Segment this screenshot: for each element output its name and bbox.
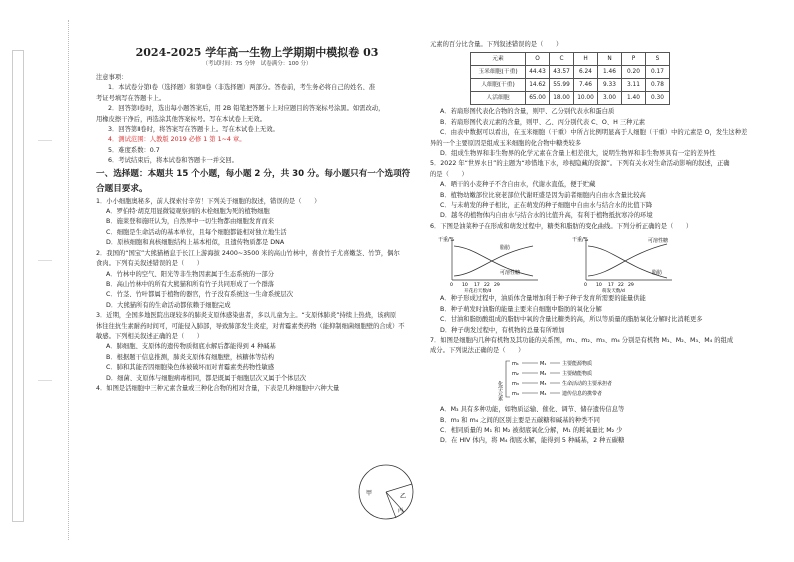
margin-line bbox=[38, 380, 52, 381]
pie-figure bbox=[356, 462, 416, 522]
M-label: M₂ bbox=[540, 370, 547, 377]
question-option: D．大熊猫所有的生命活动都依赖于细胞完成 bbox=[106, 301, 231, 309]
table-row bbox=[471, 66, 670, 79]
page-title: 2024-2025 学年高一生物上学期期中模拟卷 03 bbox=[135, 46, 379, 59]
bracket-line bbox=[506, 361, 510, 397]
question-option: D．组成生物界和非生物界的化学元素在含量上相差很大，说明生物界和非生物界具有一定的差异性 bbox=[440, 150, 716, 158]
x-tick: 17 bbox=[608, 283, 614, 289]
function-label: 生命活动的主要承担者 bbox=[562, 380, 613, 387]
table-cell: 0.20 bbox=[622, 66, 646, 79]
table-cell: 43.57 bbox=[550, 66, 574, 79]
curve-label: 可溶性糖 bbox=[648, 238, 669, 245]
question-option: A．M₃ 具有多种功能，如物质运输、催化、调节、储存遗传信息等 bbox=[440, 406, 625, 414]
margin-line bbox=[38, 260, 52, 261]
bracket-diagram bbox=[497, 357, 660, 401]
header-cell: 元素 bbox=[471, 53, 526, 66]
question-stem: 6．下图是油菜种子在形成和萌发过程中，糖类和脂肪的变化曲线。下列分析正确的是（ ） bbox=[430, 222, 693, 230]
table-cell: 18.00 bbox=[550, 92, 574, 105]
table-cell: 10.00 bbox=[574, 92, 598, 105]
m-label: m₁ bbox=[512, 360, 519, 367]
question-option: B．m₃ 和 m₄ 之间的区别主要是五碳糖和碱基的种类不同 bbox=[440, 416, 600, 424]
question-stem: 5．2022 年“世界水日”的主题为“珍惜地下水，珍视隐藏的资源”。下列有关水对生命活动影响的叙述，正确 bbox=[430, 160, 730, 168]
question-stem: 的是（ ） bbox=[430, 170, 468, 178]
M-label: M₁ bbox=[540, 360, 547, 367]
right-column bbox=[430, 40, 760, 447]
formation-graph bbox=[438, 234, 558, 295]
graph-ylabel: 干重/% bbox=[438, 237, 455, 244]
diagram-elements: 化学元素 bbox=[497, 380, 503, 401]
table-cell: 0.78 bbox=[646, 79, 670, 92]
table-cell: 玉米细胞(干重) bbox=[471, 66, 526, 79]
question-option: D．种子萌发过程中，有机物的总量有所增加 bbox=[440, 326, 565, 334]
table-cell: 3.11 bbox=[622, 79, 646, 92]
function-label: 主要储能物质 bbox=[562, 370, 593, 377]
question-option: C．细胞是生命活动的基本单位，且每个细胞都能相对独立地生活 bbox=[106, 228, 287, 236]
header-cell: S bbox=[646, 53, 670, 66]
graph-xlabel: 开花后天数/d bbox=[464, 289, 492, 295]
question-option: A．晒干的小麦种子不含自由水，代谢水直低，便于贮藏 bbox=[440, 181, 596, 189]
question-stem-cont: 元素的百分比含量。下列叙述错误的是（ ） bbox=[430, 41, 563, 48]
x-tick: 0 bbox=[450, 283, 453, 289]
table-cell: 55.99 bbox=[550, 79, 574, 92]
note-line: 6．考试结束后，将本试卷和答题卡一并交回。 bbox=[108, 157, 238, 165]
binding-margin bbox=[8, 20, 69, 540]
header-cell: N bbox=[598, 53, 622, 66]
header-cell: H bbox=[574, 53, 598, 66]
question-stem: 4．如图是活细胞中三种元素含量或三种化合物的相对含量，下表是几种细胞中六种大量 bbox=[96, 384, 340, 392]
question-stem: 2．我国的“国宝”大熊猫栖息于长江上游海拔 2400~3500 米的高山竹林中，喜食竹子尤喜嫩茎、竹笋，偶尔 bbox=[96, 249, 400, 257]
x-tick: 22 bbox=[484, 283, 490, 289]
function-label: 主要能源物质 bbox=[562, 360, 593, 367]
section-heading: 一、选择题：本题共 15 个小题，每小题 2 分，共 30 分。每小题只有一个选项符 bbox=[96, 168, 411, 179]
x-tick: 22 bbox=[618, 283, 624, 289]
M-label: M₃ bbox=[540, 380, 547, 387]
table-cell: 7.46 bbox=[574, 79, 598, 92]
question-stem: 1．小小细胞奥秘多，前人探索付辛劳！下列关于细胞的叙述，错误的是（ ） bbox=[96, 197, 321, 205]
question-option: A．罗伯特·胡克用显微镜观察到的木栓细胞为死的植物细胞 bbox=[106, 208, 270, 216]
question-option: D．细菌、支原体与细胞病毒相同，都是既属于细胞层次又属于个体层次 bbox=[106, 374, 307, 382]
function-label: 遗传信息的携带者 bbox=[562, 390, 603, 397]
note-line-range: 4．测试范围：人教版 2019 必修 1 第 1~4 章。 bbox=[108, 136, 246, 144]
question-option: A．种子形成过程中，油质体含量增加利于种子种子发育所需要的能量供能 bbox=[440, 295, 646, 303]
margin-line bbox=[38, 140, 52, 141]
question-option: B．高山竹林中的所有大熊猫和所有竹子共同形成了一个群落 bbox=[106, 280, 275, 288]
question-option: B．植物幼嫩部位比衰老部位代谢旺盛是因为前者细胞内自由水含量比较高 bbox=[440, 191, 646, 199]
table-row bbox=[471, 92, 670, 105]
notes-heading: 注意事项： bbox=[96, 74, 128, 81]
question-option: A．若扇形图代表化合物的含量，则甲、乙分别代表水和蛋白质 bbox=[440, 108, 615, 116]
question-option: D．原核细胞和真核细胞结构上基本相似，且遗传物质都是 DNA bbox=[106, 239, 285, 247]
table-cell: 0.17 bbox=[646, 66, 670, 79]
pie-label-b: 乙 bbox=[400, 493, 407, 500]
sugar-curve bbox=[454, 246, 533, 276]
question-option: B．若扇形图代表元素的含量，则甲、乙、丙分别代表 C、O、H 三种元素 bbox=[440, 118, 646, 126]
note-line: 5．难度系数：0.7 bbox=[108, 146, 160, 154]
note-line: 考证号填写在答题卡上。 bbox=[96, 94, 166, 102]
table-cell: 3.00 bbox=[598, 92, 622, 105]
table-cell: 人活细胞 bbox=[471, 92, 526, 105]
question-stem: 成分。下列说法正确的是（ ） bbox=[430, 347, 525, 355]
question-option: A．竹林中的空气、阳光等非生物因素属于生态系统的一部分 bbox=[106, 270, 275, 278]
header-cell: O bbox=[526, 53, 550, 66]
question-stem: 3．近期，全国多地医院出现较多的肺炎支原体感染患者，多以儿童为主。“支原体肺炎”持续上热烧，该病原 bbox=[96, 312, 397, 320]
m-label: m₃ bbox=[512, 380, 519, 387]
question-option: B．种子萌发时油脂的能量主要来自细胞中脂肪的氧化分解 bbox=[440, 305, 602, 313]
x-tick: 0 bbox=[584, 283, 587, 289]
question-option: B．施莱登和施旺认为，自然界中一切生物都由细胞发育而来 bbox=[106, 218, 275, 226]
question-option: C．相同质量的 M₁ 和 M₂ 被彻底氧化分解，M₁ 的耗氧量比 M₂ 少 bbox=[440, 426, 623, 434]
question-stem: 敏感。下列相关叙述正确的是（ ） bbox=[96, 332, 204, 340]
germination-graph bbox=[572, 234, 692, 295]
question-stem: 食肉。下列有关叙述错误的是（ ） bbox=[96, 260, 204, 268]
curve-label: 脂肪 bbox=[652, 270, 663, 277]
table-header bbox=[471, 53, 670, 66]
note-line: 1．本试卷分第Ⅰ卷（选择题）和第Ⅱ卷（非选择题）两部分。答卷前，考生务必将自己的姓名、准 bbox=[108, 84, 376, 92]
question-option: A．肺细胞、支原体的遗传物质彻底水解后都能得到 4 种碱基 bbox=[106, 343, 276, 351]
M-label: M₄ bbox=[540, 390, 547, 397]
note-line: 2．回答第Ⅰ卷时，选出每小题答案后，用 2B 铅笔把答题卡上对应题目的答案标号涂黑。如需改动， bbox=[108, 105, 385, 113]
question-option-cont: 异的一个主要原因是组成玉米细胞的化合物中糖类较多 bbox=[430, 139, 582, 147]
table-cell: 44.43 bbox=[526, 66, 550, 79]
question-option: C．与未萌发的种子相比，正在萌发的种子细胞中自由水与结合水的比值下降 bbox=[440, 202, 653, 210]
m-label: m₂ bbox=[512, 370, 519, 377]
table-row bbox=[471, 79, 670, 92]
x-tick: 29 bbox=[628, 283, 634, 289]
question-option: B．根据题干信息推测，肺炎支原体有细胞壁，核糖体等结构 bbox=[106, 353, 275, 361]
header-cell: P bbox=[622, 53, 646, 66]
question-option: D．越冬的植物体内自由水与结合水的比值升高，有利于植物抵抗寒冷的环境 bbox=[440, 212, 653, 220]
seed-graphs bbox=[438, 234, 760, 295]
question-option: D．在 HIV 体内，将 M₄ 彻底水解，能得到 5 种碱基，2 种五碳糖 bbox=[440, 437, 625, 445]
x-tick: 29 bbox=[494, 283, 500, 289]
header-cell: C bbox=[550, 53, 574, 66]
table-cell: 14.62 bbox=[526, 79, 550, 92]
binding-strip bbox=[12, 50, 24, 522]
curve-label: 可溶性糖 bbox=[500, 270, 521, 277]
graph-xlabel: 萌发天数/d bbox=[602, 289, 625, 295]
note-line: 用橡皮擦干净后，再选涂其他答案标号。写在本试卷上无效。 bbox=[96, 115, 267, 123]
m-label: m₄ bbox=[512, 390, 519, 397]
graph-ylabel: 干重/% bbox=[572, 237, 589, 244]
x-tick: 17 bbox=[474, 283, 480, 289]
table-cell: 6.24 bbox=[574, 66, 598, 79]
curve-label: 脂肪 bbox=[500, 245, 511, 252]
x-tick: 10 bbox=[462, 283, 468, 289]
table-cell: 1.40 bbox=[622, 92, 646, 105]
section-heading-cont: 合题目要求。 bbox=[96, 183, 148, 194]
question-stem: 体往往抗生素耐药时间可，可能侵入肺部，导致肺部发生炎症，对青霉素类药物（能抑制细菌细胞壁的合成）不 bbox=[96, 322, 405, 330]
pie-label-a: 甲 bbox=[366, 490, 373, 497]
table-cell: 9.33 bbox=[598, 79, 622, 92]
question-option: C．由表中数据可以看出，在玉米细胞（干重）中所占比例明显高于人细胞（干重）中的元素是 O，发生这种差 bbox=[440, 129, 748, 137]
question-stem: 7．如图是细胞内几种有机物及其功能的关系图，m₁、m₂、m₃、m₄ 分别是有机物 M₁、M₂、M₃、M₄ 的组成 bbox=[430, 336, 734, 344]
note-line: 3．回答第Ⅱ卷时，将答案写在答题卡上。写在本试卷上无效。 bbox=[108, 126, 279, 134]
table-cell: 人细胞(干重) bbox=[471, 79, 526, 92]
pie-label-c: 丙 bbox=[398, 508, 404, 514]
question-option: C．肺和其能否因细胞染色体被破坏而对青霉素类药物性敏感 bbox=[106, 364, 275, 372]
table-cell: 65.00 bbox=[526, 92, 550, 105]
left-column bbox=[96, 18, 418, 394]
question-option: C．竹茎、竹叶都属于植物的器官，竹子没有系统这一生命系统层次 bbox=[106, 291, 294, 299]
table-cell: 1.46 bbox=[598, 66, 622, 79]
exam-info: （考试时间：75 分钟 试卷满分：100 分） bbox=[202, 61, 312, 67]
question-option: C．甘油和脂肪酸组成的脂肪中氧的含量比糖类的高，所以等质量的脂肪氧化分解时比消耗更多 bbox=[440, 316, 703, 324]
element-table bbox=[470, 52, 670, 105]
table-cell: 0.30 bbox=[646, 92, 670, 105]
x-tick: 10 bbox=[596, 283, 602, 289]
fat-curve bbox=[454, 246, 533, 276]
